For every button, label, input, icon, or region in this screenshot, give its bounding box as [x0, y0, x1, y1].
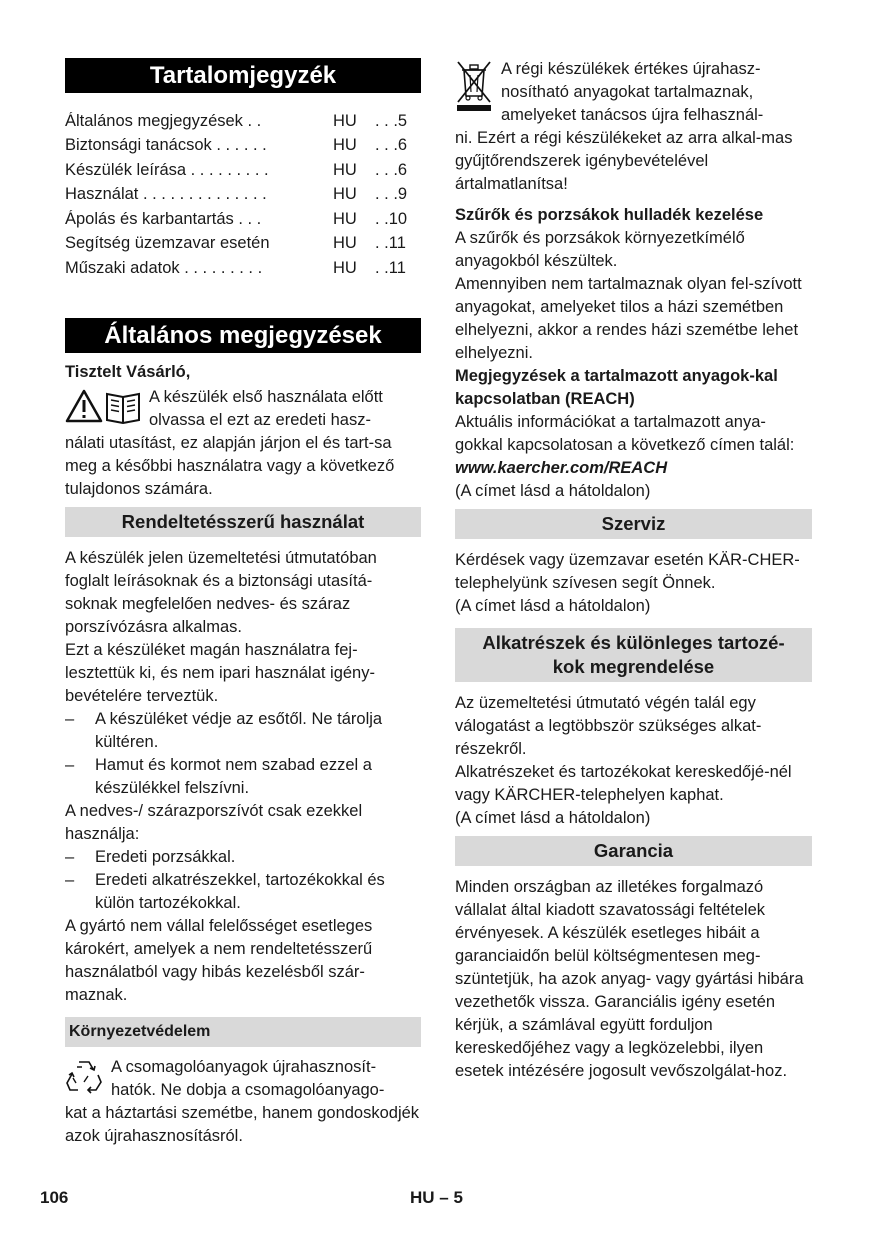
recycle-line-2: hatók. Ne dobja a csomagolóanyago-	[111, 1080, 385, 1099]
intended-use-paragraph: Ezt a készüléket magán használatra fej-lesztettük ki, és nem ipari használat igény-bevételére terveztük.	[65, 640, 375, 705]
reach-link[interactable]: www.kaercher.com/REACH	[455, 459, 668, 477]
toc-heading: Tartalomjegyzék	[65, 58, 421, 93]
warning-text: nálati utasítást, ez alapján járjon el és tart-sa meg a későbbi használatra vagy a következő tulajdonos számára.	[65, 433, 395, 498]
parts-paragraph: Az üzemeltetési útmutató végén talál egy válogatást a legtöbbször szükséges alkat-részekről.	[455, 694, 762, 758]
list-item	[65, 754, 421, 800]
language-page-indicator: HU – 5	[410, 1188, 463, 1207]
left-column	[65, 58, 421, 1148]
crossed-bin-icon	[455, 58, 493, 117]
list-item	[65, 846, 421, 869]
weee-line-1: A régi készülékek értékes újrahasz-	[501, 60, 761, 78]
service-section	[455, 549, 812, 618]
right-column	[455, 58, 812, 1083]
intended-use-paragraph: A nedves-/ szárazporszívót csak ezekkel használja:	[65, 801, 363, 843]
intended-use-heading: Rendeltetésszerű használat	[65, 507, 421, 537]
toc-row[interactable]	[65, 232, 421, 257]
weee-line-2: nosítható anyagokat tartalmaznak,	[501, 83, 754, 101]
toc-row[interactable]	[65, 207, 421, 232]
toc-row[interactable]	[65, 134, 421, 159]
intended-use-paragraph: A készülék jelen üzemeltetési útmutatóban foglalt leírásoknak és a biztonsági utasítá-soknak megfelelően nedves- és száraz porszívózásra alkalmas.	[65, 548, 377, 636]
service-heading: Szerviz	[455, 509, 812, 539]
page-number: 106	[40, 1188, 69, 1207]
list-item	[65, 869, 421, 915]
parts-heading-line-2: kok megrendelése	[552, 656, 715, 677]
toc-entry-title: Ápolás és karbantartás . . .	[65, 209, 262, 228]
parts-paragraph: Alkatrészeket és tartozékokat kereskedőjé-nél vagy KÄRCHER-telephelyen kaphat.	[455, 763, 792, 804]
list-item-text: Eredeti alkatrészekkel, tartozékokkal és külön tartozékokkal.	[95, 870, 385, 912]
environment-heading: Környezetvédelem	[65, 1017, 421, 1047]
warning-line-2: olvassa el ezt az eredeti hasz-	[149, 410, 371, 429]
parts-address-note: (A címet lásd a hátoldalon)	[455, 809, 651, 827]
usage-list	[65, 846, 421, 915]
parts-heading	[455, 628, 812, 682]
toc-entry-lang: HU	[333, 160, 357, 179]
toc-entry-title: Műszaki adatok . . . . . . . . .	[65, 258, 263, 277]
bullet-dash: –	[65, 755, 75, 774]
warning-manual-icon	[65, 388, 143, 429]
list-item	[65, 708, 421, 754]
reach-paragraph: Aktuális információkat a tartalmazott anya-gokkal kapcsolatosan a következő címen talál:	[455, 413, 795, 454]
toc-entry-lang: HU	[333, 136, 357, 155]
intended-use-paragraph: A gyártó nem vállal felelősséget esetleges károkért, amelyek a nem rendeltetésszerű használatból vagy hibás kezelésből szár-maznak.	[65, 916, 373, 1004]
recycle-icon	[65, 1058, 103, 1099]
salutation: Tisztelt Vásárló,	[65, 362, 191, 381]
toc-entry-page: . . .5	[375, 111, 408, 130]
warning-line-1: A készülék első használata előtt	[149, 387, 383, 406]
filters-heading: Szűrők és porzsákok hulladék kezelése	[455, 206, 764, 224]
toc-entry-title: Készülék leírása . . . . . . . . .	[65, 160, 269, 179]
filters-paragraph: Amennyiben nem tartalmaznak olyan fel-szívott anyagokat, amelyeket tilos a házi szemétben elhelyezni, akkor a rendes házi szemétbe lehet elhelyezni.	[455, 275, 802, 362]
weee-block	[455, 58, 812, 196]
list-item-text: Eredeti porzsákkal.	[95, 847, 236, 866]
bullet-dash: –	[65, 870, 75, 889]
toc-entry-title: Biztonsági tanácsok . . . . . .	[65, 136, 267, 155]
toc-entry-page: . . .9	[375, 185, 408, 204]
warranty-section	[455, 876, 812, 1083]
recycle-line-1: A csomagolóanyagok újrahasznosít-	[111, 1057, 377, 1076]
service-paragraph: Kérdések vagy üzemzavar esetén KÄR-CHER-telephelyünk szívesen segít Önnek.	[455, 551, 800, 592]
warranty-paragraph: Minden országban az illetékes forgalmazó vállalat által kiadott szavatossági feltételek érvényesek. A készülék esetleges hibáit a garanciaidőn belül költségmentesen meg-szüntetjük, ha azok anyag- vagy gyártási hibára vezethetők vissza. Garanciális igény esetén kérjük, a számlával együtt forduljon kereskedőjéhez vagy a legközelebbi, ilyen esetek intézésére jogosult vevőszolgálat-hoz.	[455, 878, 804, 1080]
reach-heading: Megjegyzések a tartalmazott anyagok-kal kapcsolatban (REACH)	[455, 367, 778, 408]
toc-entry-lang: HU	[333, 185, 357, 204]
warning-block	[65, 386, 421, 501]
recycle-text: kat a háztartási szemétbe, hanem gondoskodjék azok újrahasznosításról.	[65, 1103, 420, 1145]
toc-entry-title: Általános megjegyzések . .	[65, 111, 262, 130]
toc-entry-page: . .11	[375, 258, 406, 277]
reach-address-note: (A címet lásd a hátoldalon)	[455, 482, 651, 500]
list-item-text: A készüléket védje az esőtől. Ne tárolja kültéren.	[95, 709, 383, 751]
environment-section	[65, 1056, 421, 1148]
warranty-heading: Garancia	[455, 836, 812, 866]
toc-entry-lang: HU	[333, 258, 357, 277]
toc-entry-title: Használat . . . . . . . . . . . . . .	[65, 185, 267, 204]
toc-entry-page: . . .6	[375, 160, 408, 179]
filters-paragraph: A szűrők és porzsákok környezetkímélő anyagokból készültek.	[455, 229, 745, 270]
toc-row[interactable]	[65, 109, 421, 134]
bullet-dash: –	[65, 847, 75, 866]
parts-heading-line-1: Alkatrészek és különleges tartozé-	[482, 632, 785, 653]
toc-entry-page: . . .6	[375, 136, 408, 155]
toc-entry-lang: HU	[333, 209, 357, 228]
parts-section	[455, 692, 812, 830]
toc-row[interactable]	[65, 158, 421, 183]
bullet-dash: –	[65, 709, 75, 728]
toc-row[interactable]	[65, 256, 421, 281]
table-of-contents	[65, 109, 421, 281]
toc-entry-lang: HU	[333, 234, 357, 253]
toc-row[interactable]	[65, 183, 421, 208]
service-address-note: (A címet lásd a hátoldalon)	[455, 597, 651, 615]
intended-use-section	[65, 547, 421, 1007]
toc-entry-title: Segítség üzemzavar esetén	[65, 234, 270, 253]
weee-text: ni. Ezért a régi készülékeket az arra alkal-mas gyűjtőrendszerek igénybevételével ártalmatlanítsa!	[455, 129, 793, 193]
intended-use-list	[65, 708, 421, 800]
general-notes-heading: Általános megjegyzések	[65, 318, 421, 353]
weee-line-3: amelyeket tanácsos újra felhasznál-	[501, 106, 764, 124]
list-item-text: Hamut és kormot nem szabad ezzel a készülékkel felszívni.	[95, 755, 372, 797]
toc-entry-lang: HU	[333, 111, 357, 130]
toc-entry-page: . .11	[375, 234, 406, 253]
toc-entry-page: . .10	[375, 209, 408, 228]
